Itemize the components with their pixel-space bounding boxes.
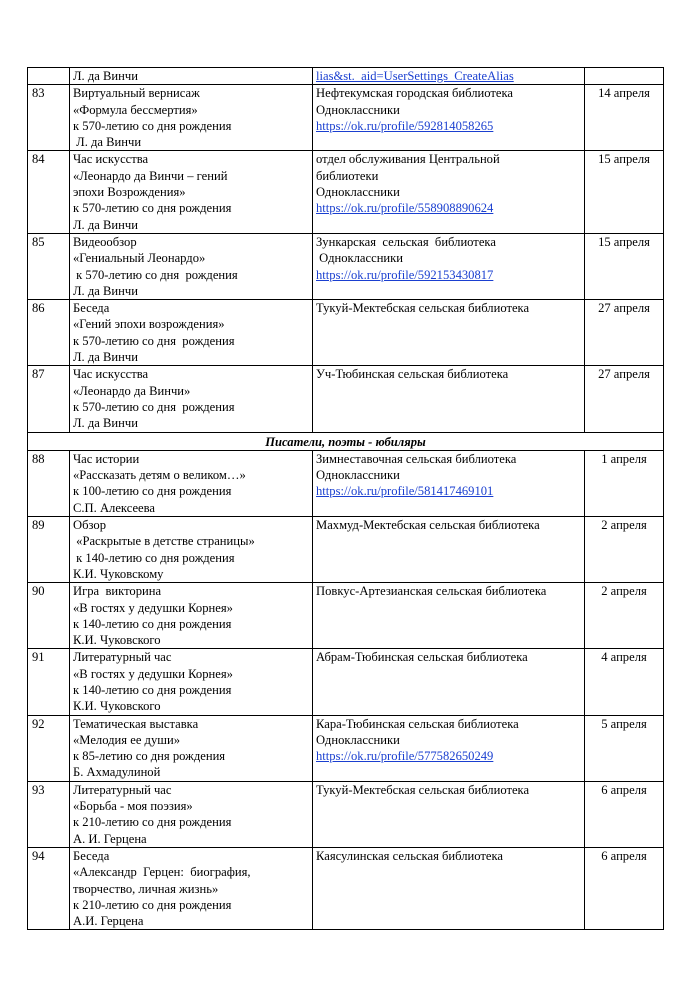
event-line: к 140-летию со дня рождения xyxy=(73,550,235,565)
event-line: Беседа xyxy=(73,848,110,863)
row-number: 88 xyxy=(28,450,70,516)
event-line: К.И. Чуковскому xyxy=(73,566,164,581)
event-line: Час истории xyxy=(73,451,140,466)
place-cell xyxy=(313,649,585,715)
table-row xyxy=(28,583,664,649)
table-row xyxy=(28,68,664,85)
place-cell xyxy=(313,781,585,847)
place-cell xyxy=(313,847,585,929)
event-line: К.И. Чуковского xyxy=(73,699,161,714)
event-line: «Гений эпохи возрождения» xyxy=(73,317,225,332)
date-cell xyxy=(585,68,664,85)
profile-link[interactable]: https://ok.ru/profile/592814058265 xyxy=(316,118,494,133)
profile-link[interactable]: https://ok.ru/profile/577582650249 xyxy=(316,749,494,764)
place-cell xyxy=(313,450,585,516)
place-cell xyxy=(313,583,585,649)
table-row xyxy=(28,715,664,781)
date-cell: 27 апреля xyxy=(585,300,664,366)
place-line: Одноклассники xyxy=(316,468,400,483)
table-row xyxy=(28,781,664,847)
event-line: Обзор xyxy=(73,518,106,533)
event-cell xyxy=(70,781,313,847)
section-header-row xyxy=(28,432,664,450)
event-line: «Рассказать детям о великом…» xyxy=(73,468,246,483)
place-cell xyxy=(313,517,585,583)
place-line: Каясулинская сельская библиотека xyxy=(316,848,504,863)
place-line: Абрам-Тюбинская сельская библиотека xyxy=(316,650,528,665)
place-line: Нефтекумская городская библиотека xyxy=(316,86,514,101)
event-line: Виртуальный вернисаж xyxy=(73,86,200,101)
row-number xyxy=(28,68,70,85)
place-line: Зункарская сельская библиотека xyxy=(316,234,496,249)
table-row xyxy=(28,450,664,516)
event-line: А. И. Герцена xyxy=(73,831,147,846)
event-cell xyxy=(70,583,313,649)
place-line: Повкус-Артезианская сельская библиотека xyxy=(316,584,547,599)
event-cell xyxy=(70,517,313,583)
event-line: Видеообзор xyxy=(73,234,137,249)
row-number: 94 xyxy=(28,847,70,929)
event-line: эпохи Возрождения» xyxy=(73,185,186,200)
table-row xyxy=(28,151,664,233)
event-line: к 570-летию со дня рождения xyxy=(73,399,235,414)
table-row xyxy=(28,85,664,151)
event-cell xyxy=(70,68,313,85)
event-line: Л. да Винчи xyxy=(73,283,138,298)
place-line: отдел обслуживания Центральной xyxy=(316,152,500,167)
place-line: Одноклассники xyxy=(316,185,400,200)
event-line: Л. да Винчи xyxy=(73,350,138,365)
event-line: к 570-летию со дня рождения xyxy=(73,118,232,133)
row-number: 93 xyxy=(28,781,70,847)
event-line: «Леонардо да Винчи – гений xyxy=(73,168,228,183)
date-cell: 15 апреля xyxy=(585,233,664,299)
section-title: Писатели, поэты - юбиляры xyxy=(28,432,664,450)
row-number: 90 xyxy=(28,583,70,649)
event-line: к 100-летию со дня рождения xyxy=(73,484,232,499)
event-line: А.И. Герцена xyxy=(73,914,144,929)
event-line: Час искусства xyxy=(73,152,149,167)
place-cell xyxy=(313,715,585,781)
event-cell xyxy=(70,151,313,233)
date-cell: 14 апреля xyxy=(585,85,664,151)
place-cell xyxy=(313,366,585,432)
event-line: «Александр Герцен: биография, xyxy=(73,865,251,880)
events-table xyxy=(27,67,664,930)
event-line: Б. Ахмадулиной xyxy=(73,765,161,780)
event-line: «В гостях у дедушки Корнея» xyxy=(73,600,233,615)
event-line: Игра викторина xyxy=(73,584,162,599)
table-row xyxy=(28,366,664,432)
event-line: творчество, личная жизнь» xyxy=(73,881,219,896)
event-line: к 140-летию со дня рождения xyxy=(73,616,232,631)
place-cell xyxy=(313,233,585,299)
event-line: «Борьба - моя поэзия» xyxy=(73,799,193,814)
event-line: к 210-летию со дня рождения xyxy=(73,897,232,912)
table-row xyxy=(28,300,664,366)
event-cell xyxy=(70,847,313,929)
place-cell xyxy=(313,68,585,85)
event-line: Л. да Винчи xyxy=(73,69,138,83)
event-line: Тематическая выставка xyxy=(73,716,199,731)
event-line: к 570-летию со дня рождения xyxy=(73,267,238,282)
date-cell: 1 апреля xyxy=(585,450,664,516)
date-cell: 6 апреля xyxy=(585,781,664,847)
row-number: 89 xyxy=(28,517,70,583)
place-cell xyxy=(313,300,585,366)
event-line: «Формула бессмертия» xyxy=(73,102,198,117)
event-line: С.П. Алексеева xyxy=(73,500,156,515)
event-line: Л. да Винчи xyxy=(73,135,142,150)
row-number: 92 xyxy=(28,715,70,781)
event-cell xyxy=(70,715,313,781)
place-cell xyxy=(313,151,585,233)
place-line: Одноклассники xyxy=(316,102,400,117)
profile-link[interactable]: https://ok.ru/profile/558908890624 xyxy=(316,201,494,216)
date-cell: 5 апреля xyxy=(585,715,664,781)
row-number: 91 xyxy=(28,649,70,715)
event-cell xyxy=(70,450,313,516)
event-line: «Леонардо да Винчи» xyxy=(73,383,191,398)
place-line: Тукуй-Мектебская сельская библиотека xyxy=(316,782,530,797)
event-cell xyxy=(70,366,313,432)
event-line: к 210-летию со дня рождения xyxy=(73,815,232,830)
event-cell xyxy=(70,649,313,715)
place-line: Уч-Тюбинская сельская библиотека xyxy=(316,367,509,382)
event-line: Беседа xyxy=(73,301,110,316)
place-cell xyxy=(313,85,585,151)
row-number: 85 xyxy=(28,233,70,299)
event-line: К.И. Чуковского xyxy=(73,633,161,648)
date-cell: 2 апреля xyxy=(585,517,664,583)
table-row xyxy=(28,847,664,929)
profile-link[interactable]: https://ok.ru/profile/592153430817 xyxy=(316,267,494,282)
profile-link[interactable]: lias&st._aid=UserSettings_CreateAlias xyxy=(316,69,514,83)
place-line: Одноклассники xyxy=(316,732,400,747)
row-number: 84 xyxy=(28,151,70,233)
event-line: Л. да Винчи xyxy=(73,416,138,431)
event-line: к 85-летию со дня рождения xyxy=(73,749,226,764)
event-line: «В гостях у дедушки Корнея» xyxy=(73,666,233,681)
event-line: к 570-летию со дня рождения xyxy=(73,201,232,216)
date-cell: 4 апреля xyxy=(585,649,664,715)
events-table-body xyxy=(28,68,664,930)
table-row xyxy=(28,649,664,715)
event-line: Литературный час xyxy=(73,650,172,665)
event-line: к 140-летию со дня рождения xyxy=(73,682,232,697)
table-row xyxy=(28,233,664,299)
event-line: Час искусства xyxy=(73,367,149,382)
event-cell xyxy=(70,300,313,366)
place-line: Кара-Тюбинская сельская библиотека xyxy=(316,716,519,731)
event-line: «Мелодия ее души» xyxy=(73,732,180,747)
row-number: 83 xyxy=(28,85,70,151)
place-line: Одноклассники xyxy=(316,251,404,266)
event-line: «Гениальный Леонардо» xyxy=(73,251,206,266)
row-number: 87 xyxy=(28,366,70,432)
table-row xyxy=(28,517,664,583)
event-line: Л. да Винчи xyxy=(73,217,138,232)
place-line: библиотеки xyxy=(316,168,379,183)
place-line: Тукуй-Мектебская сельская библиотека xyxy=(316,301,530,316)
place-line: Махмуд-Мектебская сельская библиотека xyxy=(316,518,540,533)
event-line: «Раскрытые в детстве страницы» xyxy=(73,534,255,549)
event-cell xyxy=(70,85,313,151)
date-cell: 2 апреля xyxy=(585,583,664,649)
row-number: 86 xyxy=(28,300,70,366)
event-cell xyxy=(70,233,313,299)
date-cell: 15 апреля xyxy=(585,151,664,233)
profile-link[interactable]: https://ok.ru/profile/581417469101 xyxy=(316,484,494,499)
event-line: Литературный час xyxy=(73,782,172,797)
place-line: Зимнеставочная сельская библиотека xyxy=(316,451,517,466)
date-cell: 27 апреля xyxy=(585,366,664,432)
date-cell: 6 апреля xyxy=(585,847,664,929)
event-line: к 570-летию со дня рождения xyxy=(73,333,235,348)
